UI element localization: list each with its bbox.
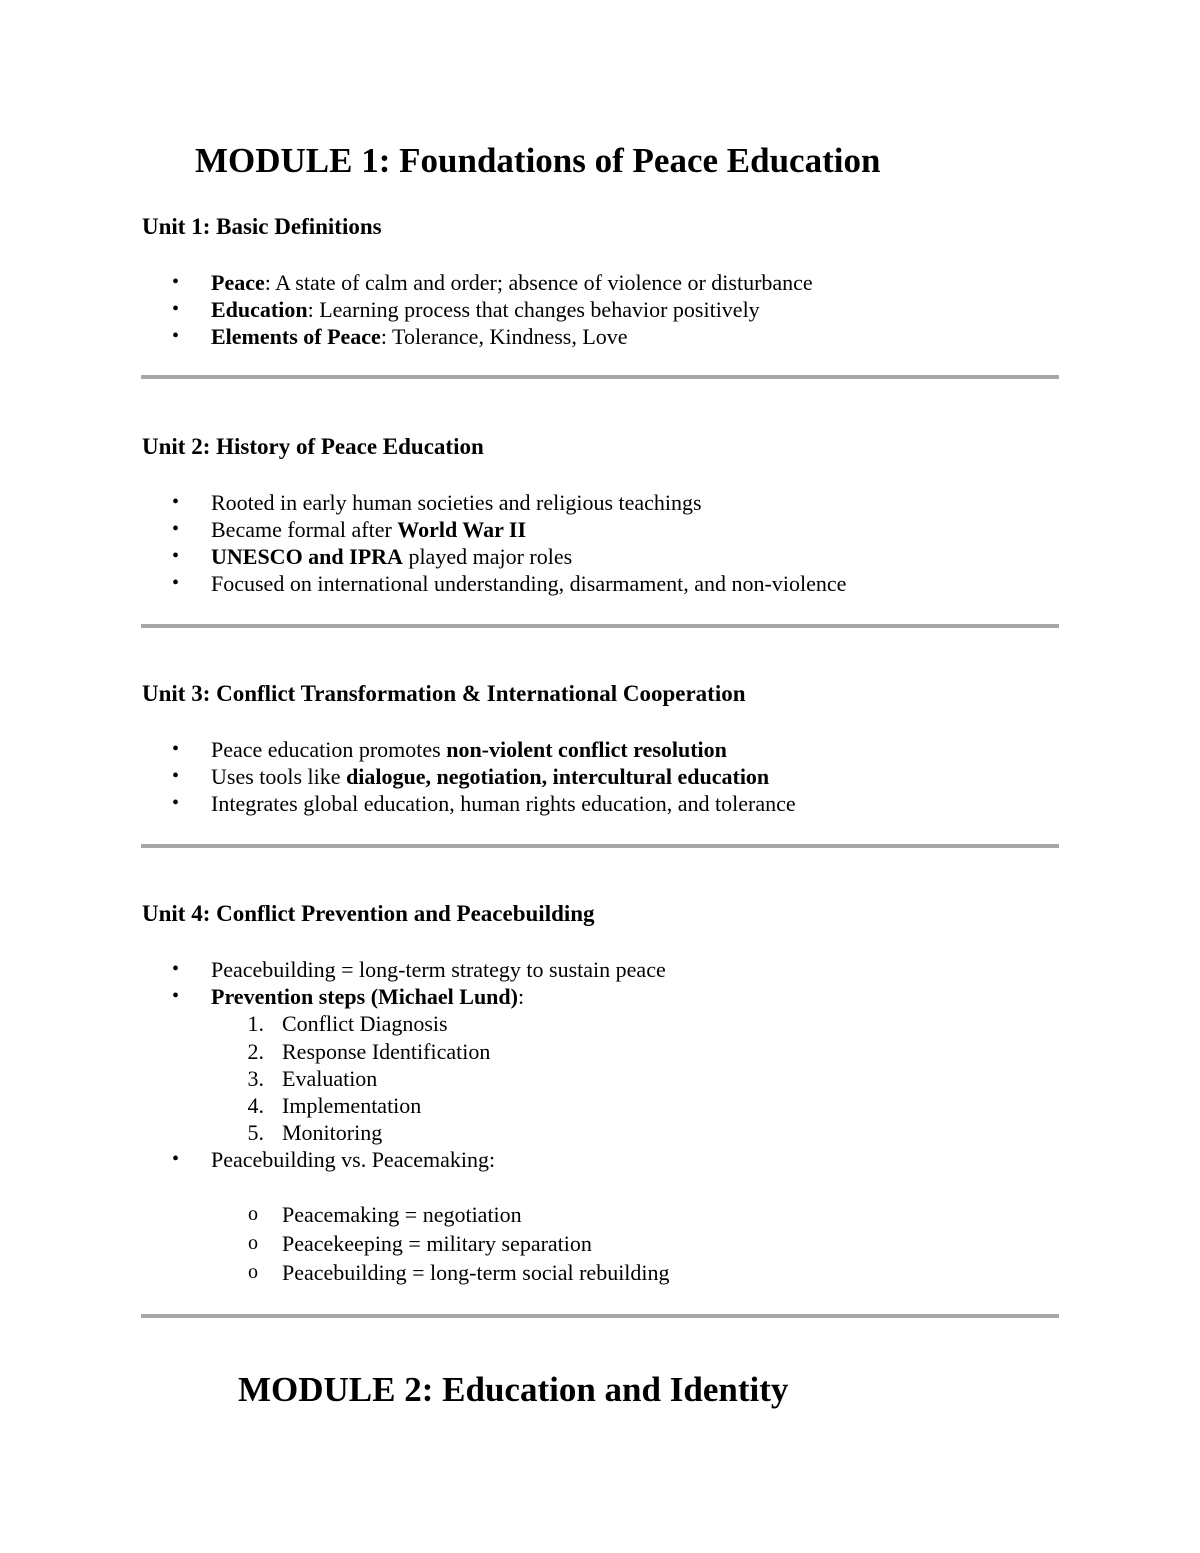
step-number: 5. <box>247 1120 264 1145</box>
step-text: Conflict Diagnosis <box>282 1011 448 1036</box>
bullet-icon: • <box>172 271 180 293</box>
step-number: 1. <box>247 1011 264 1036</box>
sub-item-text: Peacekeeping = military separation <box>282 1231 592 1256</box>
definition: : Learning process that changes behavior positively <box>307 297 760 322</box>
item-text: Focused on international understanding, disarmament, and non-violence <box>211 571 847 596</box>
circle-bullet-icon: o <box>248 1232 258 1254</box>
item-text: Rooted in early human societies and religious teachings <box>211 490 702 515</box>
item-text: Peacebuilding vs. Peacemaking: <box>211 1147 496 1172</box>
bullet-icon: • <box>172 738 180 760</box>
circle-bullet-icon: o <box>248 1261 258 1283</box>
step-number: 2. <box>247 1039 264 1064</box>
bullet-icon: • <box>172 1148 180 1170</box>
bullet-icon: • <box>172 572 180 594</box>
circle-bullet-icon: o <box>248 1203 258 1225</box>
item-text: played major roles <box>402 544 573 569</box>
bullet-icon: • <box>172 958 180 980</box>
item-text: Became formal after <box>211 517 398 542</box>
unit-3-heading: Unit 3: Conflict Transformation & International Cooperation <box>142 681 746 706</box>
unit-4-heading: Unit 4: Conflict Prevention and Peacebuilding <box>142 901 595 926</box>
item-text: : <box>517 984 525 1009</box>
step-text: Evaluation <box>282 1066 378 1091</box>
bullet-icon: • <box>172 792 180 814</box>
sub-item-text: Peacebuilding = long-term social rebuilding <box>282 1260 670 1285</box>
sub-item-text: Peacemaking = negotiation <box>282 1202 522 1227</box>
bullet-icon: • <box>172 985 180 1007</box>
horizontal-rule <box>141 1314 1059 1318</box>
bullet-icon: • <box>172 298 180 320</box>
unit-1-heading: Unit 1: Basic Definitions <box>142 214 382 239</box>
term: Peace <box>211 270 265 295</box>
module-1-title: MODULE 1: Foundations of Peace Education <box>195 141 881 180</box>
bullet-icon: • <box>172 518 180 540</box>
item-text: Peacebuilding = long-term strategy to sustain peace <box>211 957 666 982</box>
item-text: Integrates global education, human rights education, and tolerance <box>211 791 796 816</box>
horizontal-rule <box>141 375 1059 379</box>
bullet-icon: • <box>172 545 180 567</box>
definition: : Tolerance, Kindness, Love <box>380 324 628 349</box>
item-text: Peace education promotes <box>211 737 447 762</box>
definition: : A state of calm and order; absence of violence or disturbance <box>264 270 813 295</box>
item-text: Uses tools like <box>211 764 347 789</box>
item-emphasis: World War II <box>397 517 527 542</box>
step-text: Implementation <box>282 1093 422 1118</box>
item-emphasis: UNESCO and IPRA <box>211 544 403 569</box>
item-emphasis: Prevention steps (Michael Lund) <box>211 984 518 1009</box>
step-number: 3. <box>247 1066 264 1091</box>
horizontal-rule <box>141 624 1059 628</box>
term: Elements of Peace <box>211 324 381 349</box>
item-emphasis: dialogue, negotiation, intercultural education <box>346 764 770 789</box>
term: Education <box>211 297 308 322</box>
step-text: Monitoring <box>282 1120 383 1145</box>
bullet-icon: • <box>172 325 180 347</box>
unit-2-heading: Unit 2: History of Peace Education <box>142 434 484 459</box>
module-2-title: MODULE 2: Education and Identity <box>238 1370 789 1409</box>
horizontal-rule <box>141 844 1059 848</box>
bullet-icon: • <box>172 491 180 513</box>
item-emphasis: non-violent conflict resolution <box>446 737 727 762</box>
step-number: 4. <box>247 1093 264 1118</box>
bullet-icon: • <box>172 765 180 787</box>
step-text: Response Identification <box>282 1039 491 1064</box>
